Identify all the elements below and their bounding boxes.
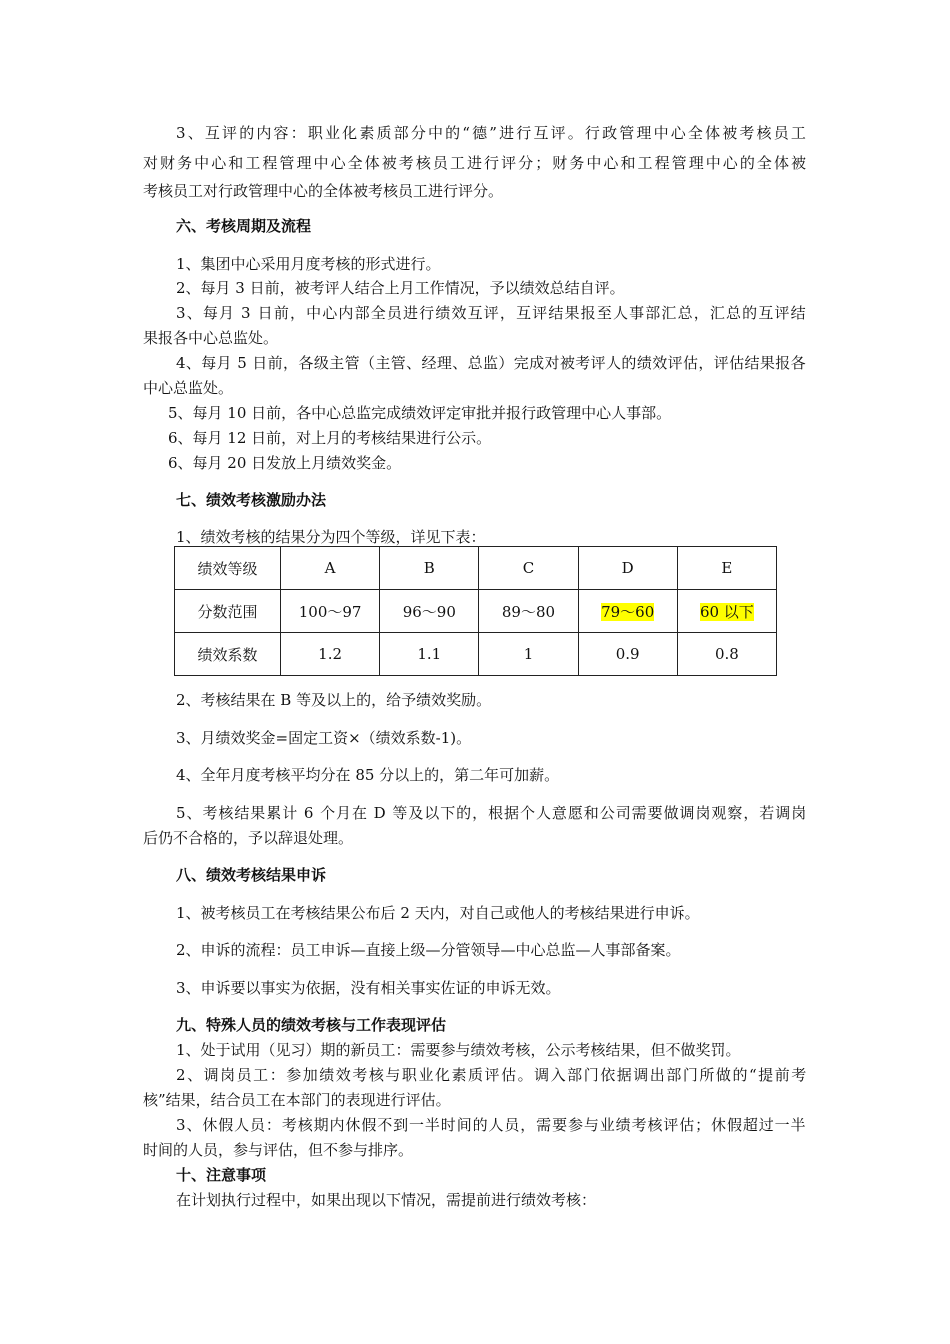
paragraph-line: 2、调岗员工：参加绩效考核与职业化素质评估。调入部门依据调出部门所做的“提前考: [176, 1066, 808, 1084]
section-heading: 八、绩效考核结果申诉: [176, 866, 327, 884]
table-cell: 0.8: [677, 633, 776, 676]
paragraph-line: 1、被考核员工在考核结果公布后 2 天内，对自己或他人的考核结果进行申诉。: [176, 904, 700, 922]
table-cell: [677, 590, 776, 633]
paragraph-line: 6、每月 12 日前，对上月的考核结果进行公示。: [168, 429, 492, 447]
highlighted-text: 79～60: [601, 602, 655, 621]
table-cell: A: [281, 547, 380, 590]
table-row: [175, 633, 777, 676]
paragraph-line: 3、互评的内容：职业化素质部分中的“德”进行互评。行政管理中心全体被考核员工: [176, 124, 809, 142]
table-row: [175, 547, 777, 590]
table-cell: 分数范围: [175, 590, 281, 633]
paragraph-line: 后仍不合格的，予以辞退处理。: [143, 829, 354, 847]
paragraph-line: 3、休假人员：考核期内休假不到一半时间的人员，需要参与业绩考核评估；休假超过一半: [176, 1116, 807, 1134]
table-cell: 1.2: [281, 633, 380, 676]
section-heading: 七、绩效考核激励办法: [176, 491, 327, 509]
paragraph-line: 对财务中心和工程管理中心全体被考核员工进行评分；财务中心和工程管理中心的全体被: [143, 154, 809, 172]
table-cell: 0.9: [578, 633, 677, 676]
table-cell: 96～90: [380, 590, 479, 633]
highlighted-text: 60 以下: [699, 602, 754, 621]
paragraph-line: 1、绩效考核的结果分为四个等级，详见下表：: [176, 528, 486, 546]
table-cell: 89～80: [479, 590, 578, 633]
paragraph-line: 5、每月 10 日前，各中心总监完成绩效评定审批并报行政管理中心人事部。: [168, 404, 672, 422]
table-cell: B: [380, 547, 479, 590]
table-cell: 1.1: [380, 633, 479, 676]
paragraph-line: 3、申诉要以事实为依据，没有相关事实佐证的申诉无效。: [176, 979, 561, 997]
paragraph-line: 果报各中心总监处。: [143, 329, 279, 347]
paragraph-line: 4、每月 5 日前，各级主管（主管、经理、总监）完成对被考评人的绩效评估，评估结果报各: [176, 354, 807, 372]
table-cell: 100～97: [281, 590, 380, 633]
paragraph-line: 3、月绩效奖金=固定工资×（绩效系数-1)。: [176, 729, 472, 747]
paragraph-line: 核”结果，结合员工在本部门的表现进行评估。: [143, 1091, 451, 1109]
section-heading: 六、考核周期及流程: [176, 217, 312, 235]
paragraph-line: 4、全年月度考核平均分在 85 分以上的，第二年可加薪。: [176, 766, 560, 784]
table-cell: 绩效等级: [175, 547, 281, 590]
section-heading: 十、注意事项: [176, 1166, 267, 1184]
table-cell: [578, 590, 677, 633]
table-cell: D: [578, 547, 677, 590]
paragraph-line: 考核员工对行政管理中心的全体被考核员工进行评分。: [143, 182, 504, 200]
paragraph-line: 时间的人员，参与评估，但不参与排序。: [143, 1141, 414, 1159]
paragraph-line: 1、处于试用（见习）期的新员工：需要参与绩效考核，公示考核结果，但不做奖罚。: [176, 1041, 741, 1059]
table-cell: 1: [479, 633, 578, 676]
table-cell: E: [677, 547, 776, 590]
paragraph-line: 在计划执行过程中，如果出现以下情况，需提前进行绩效考核：: [176, 1191, 597, 1209]
paragraph-line: 6、每月 20 日发放上月绩效奖金。: [168, 454, 402, 472]
paragraph-line: 5、考核结果累计 6 个月在 D 等及以下的，根据个人意愿和公司需要做调岗观察，若调岗: [176, 804, 808, 822]
table-row: [175, 590, 777, 633]
table-cell: 绩效系数: [175, 633, 281, 676]
paragraph-line: 2、考核结果在 B 等及以上的，给予绩效奖励。: [176, 691, 492, 709]
paragraph-line: 3、每月 3 日前，中心内部全员进行绩效互评，互评结果报至人事部汇总，汇总的互评结: [176, 304, 807, 322]
paragraph-line: 中心总监处。: [143, 379, 234, 397]
table-cell: C: [479, 547, 578, 590]
section-heading: 九、特殊人员的绩效考核与工作表现评估: [176, 1016, 447, 1034]
paragraph-line: 2、申诉的流程：员工申诉—直接上级—分管领导—中心总监—人事部备案。: [176, 941, 681, 959]
performance-grade-table: [174, 546, 777, 676]
paragraph-line: 2、每月 3 日前，被考评人结合上月工作情况，予以绩效总结自评。: [176, 279, 625, 297]
paragraph-line: 1、集团中心采用月度考核的形式进行。: [176, 255, 441, 273]
